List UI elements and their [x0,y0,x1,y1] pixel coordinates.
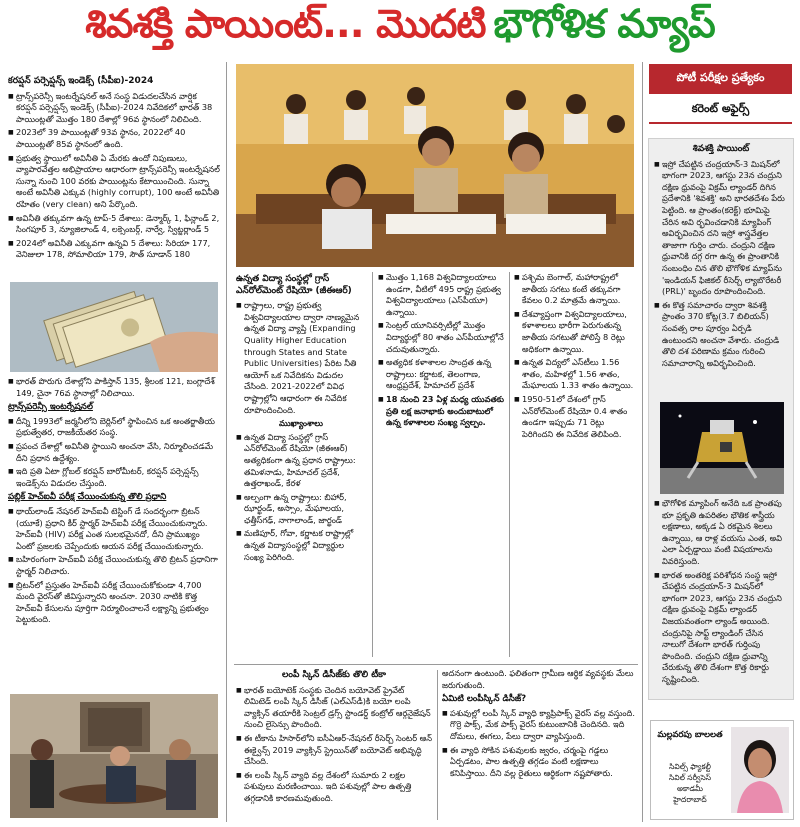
sidebar-bullet: ■ ఈ కొత్త సమాచారం ద్వారా శివశక్తి ప్రాంతం 370 కోట్ల(3.7 బిలియన్‌) సంవత్స రాల పూర్వం ఏర్పడి ఉంటుందని అంచనా వేశారు. చంద్రుడి తొలి దశ పరిణామ క్రమం గురించి సమాచారాన్ని అవిర్భవించింది. [654,300,788,370]
ger-highlights: ముఖ్యాంశాలు [279,418,323,429]
left-column-bottom [8,376,220,688]
ti-bullet: ■ దీన్ని 1993లో జర్మనీలోని బెర్లిన్‌లో స్థాపించిన ఒక అంతర్జాతీయ ప్రభుత్వేతర, రాజకీయేతర సంస్థ. [8,416,220,439]
sidebar-bullet: ■ ఇస్రో చేపట్టిన చంద్రయాన్‌-3 మిషన్‌లో భాగంగా 2023, ఆగస్టు 23న చంద్రుని దక్షిణ ధ్రువంపై విక్రమ్‌ ల్యాండర్‌ దిగిన ప్రదేశానికి 'శివశక్తి' అని భారతదేశం పేరు పెట్టింది. ఆ ప్రాంతం(కరెక్ట్‌) భూమిపై చేరిన అవి ర్భవించడానికి మ్యాపింగ్‌ అవిర్భవించిన దని ఇస్రో శాస్త్రవేత్తల తాజాగా గుర్తిం చారు. చంద్రుని దక్షిణ ధ్రువానికి దగ్గ రగా ఉన్న ఈ ప్రాంతానికి సంబంధిం చిన తొలి భౌగోళిక మ్యాప్‌ను 'ఇండియన్‌ ఫిజికల్‌ రీసెర్చ్‌ ల్యాబొరేటరీ (PRL)' బృందం రూపొందించింది. [654,159,788,298]
sidebar-bullet: ■ భౌగోళిక మ్యాపింగ్‌ అనేది ఒక ప్రాంతపు భూ ప్రకృతి ఉపరితల భౌతిక శాస్త్రీయ లక్షణాలు, అక్కడ ఏ రకమైన శిలలు ఉన్నాయి, ఆ రాళ్ల వయసు ఎంత, అవి ఎలా ఏర్పడ్డాయి వంటి విషయాలను వివరిస్తుంది. [654,498,788,568]
lsd-col-2 [442,668,636,820]
column-rule [437,670,438,820]
ti-subtitle: ట్రాన్స్‌పరెన్సీ ఇంటర్నేషనల్‌ [8,402,93,413]
author-city: హైదరాబాద్‌ [673,795,707,804]
author-avatar [731,727,789,813]
sidebar-bullet: ■ భారత అంతరిక్ష పరిశోధన సంస్థ ఇస్రో చేపట్టిన చంద్రయాన్‌-3 మిషన్‌లో భాగంగా 2023, ఆగస్టు 23న చంద్రుని దక్షిణ ధ్రువంపై విక్రమ్‌ ల్యాండర్‌ విజయవంతంగా ల్యాండ్‌ అయింది. చంద్రునిపై సాఫ్ట్‌ ల్యాండింగ్‌ చేసిన నాలుగో దేశంగా భారత్‌ గుర్తింపు పొందింది. చంద్రుని దక్షిణ ధ్రువాన్ని చేరుకున్న తొలి దేశంగా కొత్త రికార్డు సృష్టించింది. [654,570,788,686]
neighbours-bullet: ■ భారత్‌ పొరుగు దేశాల్లోని పాకిస్తాన్‌ 135, శ్రీలంక 121, బంగ్లాదేశ్‌ 149, చైనా 76వ స్థానాల్లో నిలిచాయి. [8,376,220,399]
lsd-bullet: ■ ఈ వ్యాధి సోకిన పశువులకు జ్వరం, చర్మంపై గడ్డలు ఏర్పడటం, పాల ఉత్పత్తి తగ్గడం వంటి లక్షణాలు కనిపిస్తాయి. దీని వల్ల రైతులు ఆర్థికంగా నష్టపోతారు. [442,745,636,780]
ger-bullet: ■ 1950-51లో దేశంలో గ్రాస్‌ ఎన్‌రోల్‌మెంట్‌ రేషియో 0.4 శాతం ఉండగా ఇప్పుడు 71 రెట్లు పెరిగిందని ఈ నివేదిక తెలిపింది. [514,394,636,440]
ti-bullet: ■ ప్రపంచ దేశాల్లో అవినీతి స్థాయిని అంచనా వేసి, నిర్మూలించడమే దీని ప్రధాన ఉద్దేశ్యం. [8,441,220,464]
current-affairs-banner: కరెంట్ అఫైర్స్ [649,98,792,124]
left-column-top [8,74,220,279]
ger-title: ఉన్నత విద్యా సంస్థల్లో గ్రాస్‌ ఎన్‌రోల్‌మెంట్‌ రేషియో (జీఈఆర్‌) [236,274,352,296]
lsd-col-1 [236,668,432,820]
cpi-bullet: ■ 2024లో అవినీతి ఎక్కువగా ఉన్నవి 5 దేశాలు: సిరియా 177, వెనిజులా 178, సోమాలియా 179, సౌత్‌ సూడాన్‌ 180 [8,238,220,261]
column-rule [509,272,510,657]
lander-photo [660,402,784,494]
lsd-paragraph: అదనంగా ఉంటుంది. ఫలితంగా గ్రామీణ ఆర్థిక వ్యవస్థకు మేలు జరుగుతుంది. [442,668,634,690]
hiv-bullet: ■ బ్రిటన్‌లో ప్రస్తుతం హెచ్‌ఐవీ పరీక్ష చేయించుకోకుండా 4,700 మంది వైరస్‌తో జీవిస్తున్నారని అంచనా. 2030 నాటికి కొత్త హెచ్‌ఐవీ కేసులను పూర్తిగా నిర్మూలించాలనే లక్ష్యాన్ని ప్రభుత్వం పెట్టుకుంది. [8,580,220,626]
headline-part-1: శివశక్తి పాయింట్... మొదటి [85,2,486,47]
ger-bullet: ■ అత్యధిక కళాశాలల సాంద్రత ఉన్న రాష్ట్రాలు: కర్ణాటక, తెలంగాణ, ఆంధ్రప్రదేశ్‌, హిమాచల్‌ ప్రదేశ్‌ [378,357,504,392]
author-role [655,761,725,805]
cpi-title: కరప్షన్‌ పర్సెప్షన్స్‌ ఇండెక్స్‌ (సీపీఐ)-2024 [8,76,154,86]
hiv-subtitle: పబ్లిక్‌ హెచ్‌ఐవీ పరీక్ష చేయించుకున్న తొలి ప్రధాని [8,492,167,503]
money-photo [10,282,218,372]
classroom-photo [236,64,634,267]
ger-bullet: ■ పశ్చిమ బెంగాల్‌, మహారాష్ట్రలో జాతీయ సగటు కంటే తక్కువగా కేవలం 0.2 మాత్రమే ఉన్నాయి. [514,272,636,307]
middle-col-1 [236,272,366,662]
cpi-bullet: ■ 2023లో 39 పాయింట్లతో 93వ స్థానం, 2022లో 40 పాయింట్లతో 85వ స్థానంలో ఉంది. [8,127,220,150]
author-role-line: సివిల్స్‌ ఫ్యాకల్టీ [669,762,711,771]
column-rule [372,272,373,657]
lsd-bullet: ■ ఈ టీకాను హిసార్‌లోని ఐసీఏఆర్‌-నేషనల్‌ రీసెర్చ్‌ సెంటర్‌ ఆన్‌ ఈక్వైన్స్‌ 2019 వ్యాక్సిన్‌ స్ట్రెయిన్‌తో బయోవెట్‌ అభివృద్ధి చేసింది. [236,733,432,768]
ti-bullet: ■ ఇది ప్రతి ఏటా గ్లోబల్‌ కరప్షన్‌ బారోమీటర్‌, కరప్షన్‌ పర్సెప్షన్స్‌ ఇండెక్స్‌ను విడుదల చేస్తుంది. [8,466,220,489]
cpi-bullet: ■ అవినీతి తక్కువగా ఉన్న టాప్‌-5 దేశాలు: డెన్మార్క్‌ 1, ఫిన్లాండ్‌ 2, సింగపూర్‌ 3, న్యూజిలాండ్‌ 4, లక్సెంబర్గ్‌, నార్వే, స్విట్జర్లాండ్‌ 5 [8,213,220,236]
lsd-bullet: ■ ఈ లంపీ స్కిన్‌ వ్యాధి వల్ల దేశంలో సుమారు 2 లక్షల పశువులు మరణించాయి. ఇది పశువుల్లో పాల ఉత్పత్తి తగ్గడానికి కారణమవుతుంది. [236,770,432,805]
middle-col-2 [378,272,504,662]
column-rule [226,62,227,822]
hiv-bullet: ■ థాయ్‌లాండ్‌ నేషనల్‌ హెచ్‌ఐవీ టెస్టింగ్‌ డే సందర్భంగా బ్రిటన్‌ (యూకే) ప్రధాని కీర్‌ స్టార్మర్‌ హెచ్‌ఐవీ పరీక్ష చేయించుకున్నారు. హెచ్‌ఐవీ (HIV) పరీక్ష ఎంత సులభమైనదో, దీని ప్రాముఖ్యం ఏంటో ప్రజలకు చెప్పేందుకు ఆయన పరీక్ష చేయించుకున్నారు. [8,506,220,552]
ger-paragraph: ■ రాష్ట్రాలు, రాష్ట్ర ప్రభుత్వ విశ్వవిద్యాలయాల ద్వారా నాణ్యమైన ఉన్నత విద్యా వ్యాప్తి (Expanding Quality Higher Education through States and State Public Universities) పేరిట నీతి ఆయోగ్‌ ఒక నివేదికను విడుదల చేసింది. 2021-2022లో వివిధ రాష్ట్రాల్లోని ఆధారంగా ఈ నివేదిక రూపొందించింది. [236,300,366,416]
author-name: మల్లవరపు బాలలత [657,730,723,740]
cpi-bullet: ■ ట్రాన్స్‌పరెన్సీ ఇంటర్నేషనల్‌ అనే సంస్థ విడుదలచేసిన వార్షిక కరప్షన్‌ పర్సెప్షన్స్‌ ఇండెక్స్‌ (సీపీఐ)-2024 నివేదికలో భారత్‌ 38 పాయింట్లతో మొత్తం 180 దేశాల్లో 96వ స్థానంలో నిలిచింది. [8,91,220,126]
author-role-line: సివిల్‌ సర్వీసెస్‌ అకాడమీ [669,773,711,793]
lsd-subtitle: ఏమిటి లంపీస్కిన్‌ డిసీజ్‌? [442,694,527,705]
headline-part-2: భౌగోళిక మ్యాప్ [493,2,715,47]
sidebar-title: శివశక్తి పాయింట్ [692,144,750,154]
ger-bullet: ■ మణిపూర్‌, గోవా, కర్ణాటక రాష్ట్రాల్లో ఉన్నత విద్యాసంస్థల్లో విద్యార్థుల సంఖ్య పెరిగింది. [236,528,366,563]
ger-bullet: ■ మొత్తం 1,168 విశ్వవిద్యాలయాలు ఉండగా, వీటిలో 495 రాష్ట్ర ప్రభుత్వ విశ్వవిద్యాలయాలు (ఎస్‌పీయూ) ఉన్నాయి. [378,272,504,318]
middle-col-3 [514,272,636,662]
cpi-bullet: ■ ప్రభుత్వ స్థాయిలో అవినీతి ఏ మేరకు ఉందో నిపుణులు, వ్యాపారవేత్తల అభిప్రాయాల ఆధారంగా ట్రాన్స్‌పరెన్సీ ఇంటర్నేషనల్‌ సున్నా నుంచి 100 వరకు పాయింట్లను కేటాయించింది. సున్నా అంటే అవినీతి ఎక్కువ (highly corrupt), 100 అంటే అవినీతి రహితం (very clean) అని పేర్కొంది. [8,153,220,211]
section-rule [234,664,638,665]
headline [0,0,800,58]
column-rule [642,62,643,822]
author-box [650,720,794,820]
hiv-bullet: ■ బహిరంగంగా హెచ్‌ఐవీ పరీక్ష చేయించుకున్న తొలి బ్రిటన్‌ ప్రధానిగా స్టార్మర్‌ నిలిచారు. [8,554,220,577]
lsd-title: లంపీ స్కిన్‌ డిసీజ్‌కు తొలి టీకా [282,670,386,680]
meeting-photo [10,694,218,818]
sidebar-text-1 [654,142,788,400]
lsd-bullet: ■ పశువుల్లో లంపీ స్కిన్‌ వ్యాధి క్యాప్రిపాక్స్‌ వైరస్‌ వల్ల వస్తుంది. గొర్రె పాక్స్‌, మేక పాక్స్‌ వైరస్‌ కుటుంబానికి చెందినది. ఇది దోమలు, ఈగలు, పేలు ద్వారా వ్యాపిస్తుంది. [442,708,636,743]
ger-bullet: ■ 18 నుంచి 23 ఏళ్ల మధ్య యువతకు ప్రతి లక్ష జనాభాకు అందుబాటులో ఉన్న కళాశాలల సంఖ్య స్వల్పం. [378,394,504,429]
lsd-bullet: ■ భారత్‌ బయోటెక్‌ సంస్థకు చెందిన బయోవెట్‌ ప్రైవేట్‌ లిమిటెడ్‌ లంపీ స్కిన్‌ డిసీజ్‌ (ఎల్‌ఎస్‌డీ)కి బయో లంపి వ్యాక్సిన్‌ తయారీకి సెంట్రల్‌ డ్రగ్స్‌ స్టాండర్డ్‌ కంట్రోల్‌ ఆర్గనైజేషన్‌ నుంచి లైసెన్సు పొందింది. [236,685,432,731]
sidebar-text-2 [654,498,788,694]
exam-special-banner: పోటీ పరీక్షల ప్రత్యేకం [649,64,792,94]
ger-bullet: ■ ఉన్నత విద్యలో ఎస్‌టీలు 1.56 శాతం, మహిళల్లో 1.56 శాతం, మేఘాలయ 1.33 శాతం ఉన్నాయి. [514,357,636,392]
ger-bullet: ■ సెంట్రల్‌ యూనివర్సిటీల్లో మొత్తం విద్యార్థుల్లో 80 శాతం ఎస్‌పీయూల్లోనే చదువుతున్నారు. [378,320,504,355]
ger-bullet: ■ అల్పంగా ఉన్న రాష్ట్రాలు: బిహార్‌, ఝార్ఖండ్‌, అస్సాం, మేఘాలయ, ఛత్తీస్‌గఢ్‌, నాగాలాండ్‌, జార్ఖండ్‌ [236,492,366,527]
ger-bullet: ■ ఉన్నత విద్యా సంస్థల్లో గ్రాస్‌ ఎన్‌రోల్‌మెంట్‌ రేషియో (జీఈఆర్‌) అత్యధికంగా ఉన్న ప్రధాన రాష్ట్రాలు: తమిళనాడు, హిమాచల్‌ ప్రదేశ్‌, ఉత్తరాఖండ్‌, కేరళ [236,432,366,490]
ger-bullet: ■ దేశవ్యాప్తంగా విశ్వవిద్యాలయాలు, కళాశాలలు భారీగా పెరుగుతున్న జాతీయ సగటుతో పోలిస్తే 8 రెట్లు అధికంగా ఉన్నాయి. [514,309,636,355]
